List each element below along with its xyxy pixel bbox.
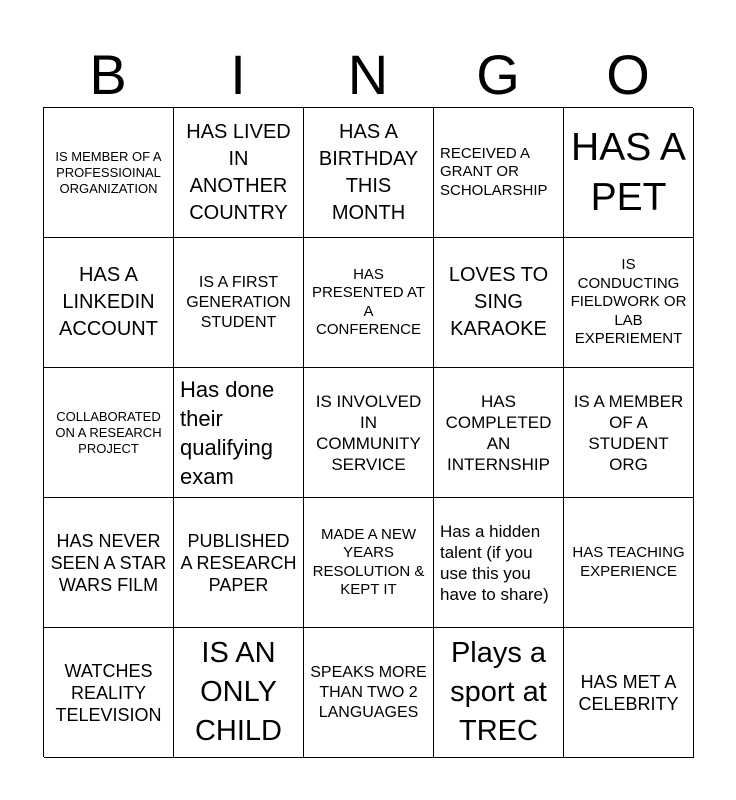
bingo-cell-r5c3[interactable]: SPEAKS MORE THAN TWO 2 LANGUAGES bbox=[304, 628, 434, 758]
bingo-cell-r2c3[interactable]: HAS PRESENTED AT A CONFERENCE bbox=[304, 238, 434, 368]
bingo-cell-r4c4[interactable]: Has a hidden talent (if you use this you have to share) bbox=[434, 498, 564, 628]
header-letter-o: O bbox=[606, 43, 650, 106]
header-letter-i: I bbox=[230, 43, 246, 106]
header-letter-g: G bbox=[476, 43, 520, 106]
bingo-cell-r1c1[interactable]: IS MEMBER OF A PROFESSIOINAL ORGANIZATION bbox=[44, 108, 174, 238]
bingo-cell-r4c5[interactable]: HAS TEACHING EXPERIENCE bbox=[564, 498, 694, 628]
header-letter-n: N bbox=[347, 43, 389, 106]
bingo-cell-r3c1[interactable]: COLLABORATED ON A RESEARCH PROJECT bbox=[44, 368, 174, 498]
header-letter-b: B bbox=[89, 43, 127, 106]
bingo-cell-r5c2[interactable]: IS AN ONLY CHILD bbox=[174, 628, 304, 758]
bingo-cell-r1c3[interactable]: HAS A BIRTHDAY THIS MONTH bbox=[304, 108, 434, 238]
bingo-cell-r3c2[interactable]: Has done their qualifying exam bbox=[174, 368, 304, 498]
bingo-cell-r2c1[interactable]: HAS A LINKEDIN ACCOUNT bbox=[44, 238, 174, 368]
bingo-cell-r4c3[interactable]: MADE A NEW YEARS RESOLUTION & KEPT IT bbox=[304, 498, 434, 628]
bingo-cell-r4c2[interactable]: PUBLISHED A RESEARCH PAPER bbox=[174, 498, 304, 628]
bingo-cell-r3c4[interactable]: HAS COMPLETED AN INTERNSHIP bbox=[434, 368, 564, 498]
bingo-cell-r5c5[interactable]: HAS MET A CELEBRITY bbox=[564, 628, 694, 758]
bingo-cell-r1c5[interactable]: HAS A PET bbox=[564, 108, 694, 238]
bingo-cell-r2c2[interactable]: IS A FIRST GENERATION STUDENT bbox=[174, 238, 304, 368]
bingo-grid bbox=[43, 107, 693, 757]
bingo-header bbox=[43, 42, 693, 108]
bingo-cell-r5c4[interactable]: Plays a sport at TREC bbox=[434, 628, 564, 758]
bingo-cell-r3c3[interactable]: IS INVOLVED IN COMMUNITY SERVICE bbox=[304, 368, 434, 498]
bingo-cell-r3c5[interactable]: IS A MEMBER OF A STUDENT ORG bbox=[564, 368, 694, 498]
bingo-cell-r1c4[interactable]: RECEIVED A GRANT OR SCHOLARSHIP bbox=[434, 108, 564, 238]
bingo-cell-r1c2[interactable]: HAS LIVED IN ANOTHER COUNTRY bbox=[174, 108, 304, 238]
bingo-cell-r2c4[interactable]: LOVES TO SING KARAOKE bbox=[434, 238, 564, 368]
bingo-cell-r5c1[interactable]: WATCHES REALITY TELEVISION bbox=[44, 628, 174, 758]
bingo-cell-r2c5[interactable]: IS CONDUCTING FIELDWORK OR LAB EXPERIEMENT bbox=[564, 238, 694, 368]
bingo-cell-r4c1[interactable]: HAS NEVER SEEN A STAR WARS FILM bbox=[44, 498, 174, 628]
